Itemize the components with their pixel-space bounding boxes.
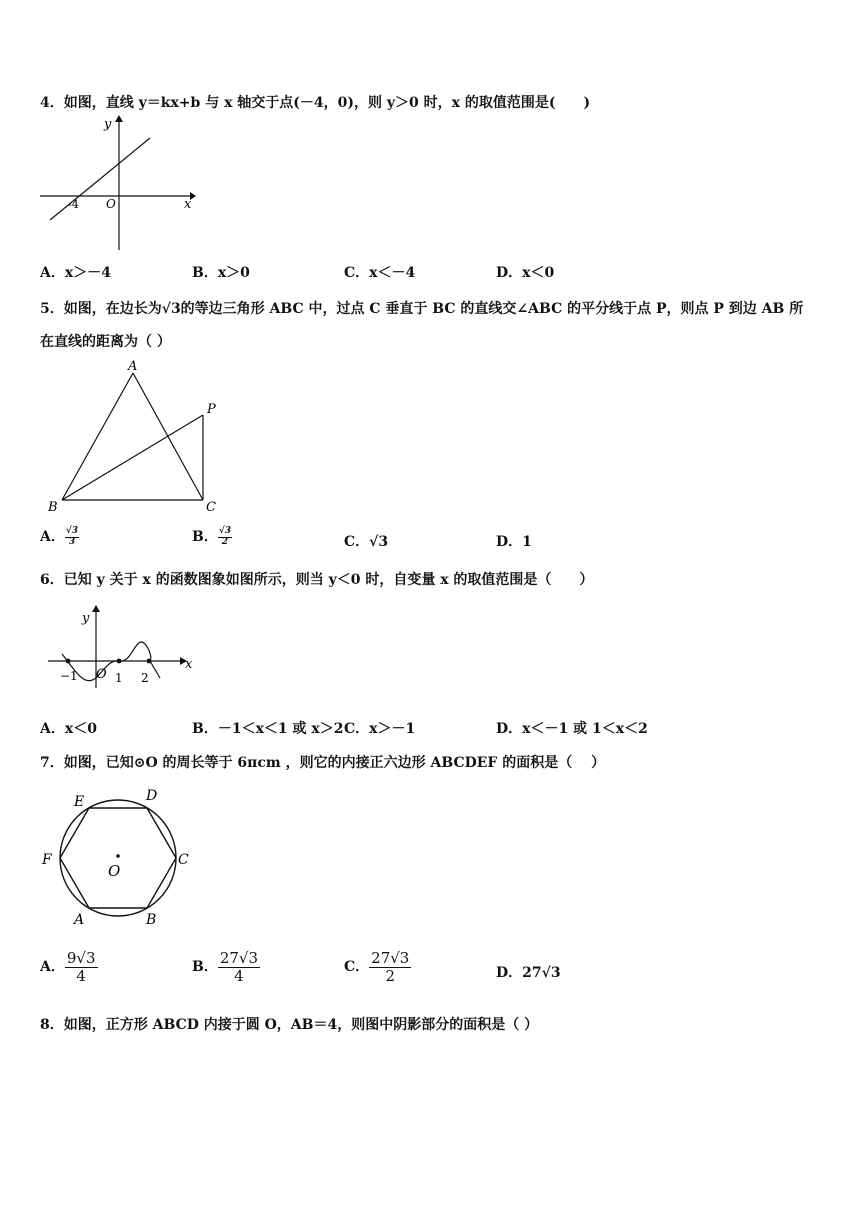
q7-label-d: D <box>146 788 158 804</box>
q7-label-a: A <box>74 912 85 928</box>
q5-option-c: C．√3 <box>344 534 389 550</box>
q6-minus1-label: −1 <box>60 669 78 683</box>
q6-stem: 6．已知 y 关于 x 的函数图象如图所示，则当 y＜0 时，自变量 x 的取值范围是（ ） <box>40 572 594 588</box>
q4-option-b: B．x＞0 <box>192 265 250 281</box>
q6-option-d: D．x＜－1 或 1＜x＜2 <box>496 721 648 737</box>
q6-option-b: B．－1＜x＜1 或 x＞2 <box>192 721 344 737</box>
q4-y-label: y <box>104 117 112 132</box>
q7-label-b: B <box>146 912 157 928</box>
q4-minus4-label: -4 <box>68 198 79 211</box>
q4-option-c: C．x＜－4 <box>344 265 416 281</box>
q6-option-a: A．x＜0 <box>40 721 97 737</box>
q4-x-label: x <box>184 197 192 212</box>
q7-label-e: E <box>74 794 85 810</box>
q5-label-b: B <box>48 500 58 515</box>
q7-label-f: F <box>42 852 52 868</box>
q5-label-c: C <box>206 500 216 515</box>
q7-stem: 7．如图，已知⊙O 的周长等于 6πcm ，则它的内接正六边形 ABCDEF 的面积是（ ） <box>40 755 606 771</box>
q6-y-label: y <box>82 611 90 626</box>
q7-option-b: B． $\frac{27√3}{4}$ <box>192 949 259 985</box>
q5-option-a: A． $\frac{√3}{3}$ <box>40 526 79 547</box>
q6-figure <box>40 600 200 690</box>
q7-figure <box>38 782 203 932</box>
q7-option-a: A． $\frac{9√3}{4}$ <box>40 949 96 985</box>
q4-figure <box>38 112 198 257</box>
q6-x-label: x <box>185 657 193 672</box>
q7-label-o: O <box>108 862 121 880</box>
q6-origin-label: O <box>96 667 107 682</box>
q5-option-b: B． $\frac{√3}{2}$ <box>192 526 232 547</box>
q5-label-a: A <box>128 359 138 374</box>
q8-stem: 8．如图，正方形 ABCD 内接于圆 O，AB＝4，则图中阴影部分的面积是（ ） <box>40 1017 539 1033</box>
q7-label-c: C <box>178 852 189 868</box>
q7-option-d: D．27√3 <box>496 965 561 981</box>
q4-origin-label: O <box>106 197 116 211</box>
q7-option-c: C． $\frac{27√3}{2}$ <box>344 949 410 985</box>
q6-one-label: 1 <box>115 671 123 685</box>
q4-stem: 4．如图，直线 y＝kx+b 与 x 轴交于点(－4，0)，则 y＞0 时，x 的取值范围是( ) <box>40 95 591 111</box>
q4-option-a: A．x＞－4 <box>40 265 111 281</box>
q5-label-p: P <box>207 402 216 417</box>
q6-option-c: C．x＞－1 <box>344 721 416 737</box>
q5-stem-line2: 在直线的距离为（ ） <box>40 334 171 350</box>
q5-stem-line1: 5．如图，在边长为√3的等边三角形 ABC 中，过点 C 垂直于 BC 的直线交∠ABC 的平分线于点 P，则点 P 到边 AB 所 <box>40 301 804 317</box>
q5-option-d: D．1 <box>496 534 532 550</box>
q5-figure <box>40 355 230 515</box>
q6-two-label: 2 <box>141 671 149 685</box>
q4-option-d: D．x＜0 <box>496 265 555 281</box>
